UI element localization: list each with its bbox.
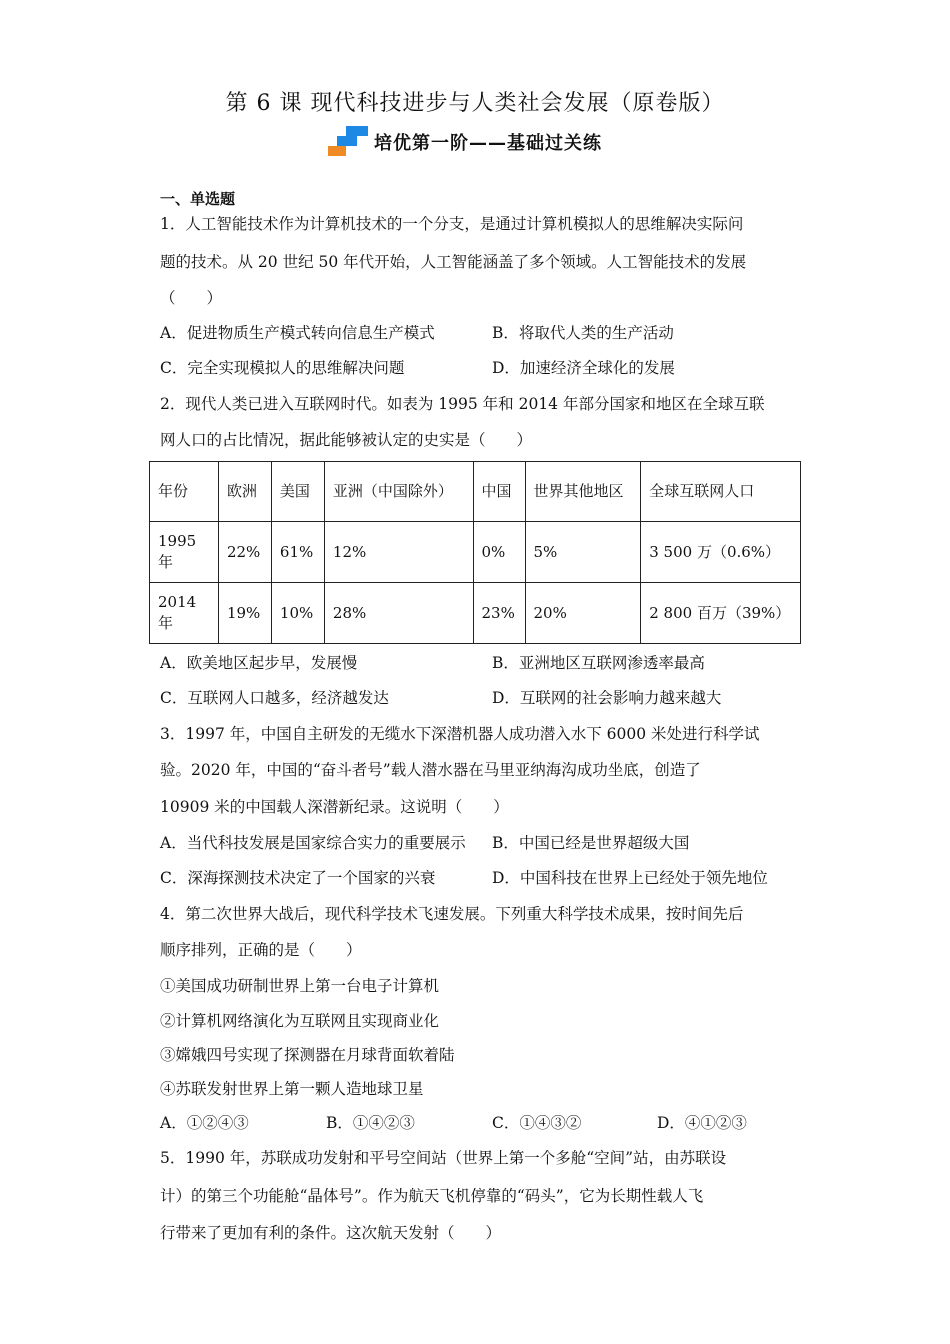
section-heading: 一、单选题 <box>160 190 236 208</box>
q3-option-d: D．中国科技在世界上已经处于领先地位 <box>492 869 768 887</box>
subtitle-bar <box>328 124 602 160</box>
q3-option-b: B．中国已经是世界超级大国 <box>492 834 690 852</box>
page-title: 第 6 课 现代科技进步与人类社会发展（原卷版） <box>225 91 725 116</box>
q2-option-c: C．互联网人口越多，经济越发达 <box>160 689 389 707</box>
table-cell: 28% <box>324 583 473 644</box>
q1-option-c: C．完全实现模拟人的思维解决问题 <box>160 359 405 377</box>
table-row <box>150 583 801 644</box>
table-header-cell: 欧洲 <box>218 462 271 522</box>
q5-line-2: 计）的第三个功能舱“晶体号”。作为航天飞机停靠的“码头”，它为长期性载人飞 <box>160 1187 704 1205</box>
q4-item-1: ①美国成功研制世界上第一台电子计算机 <box>160 977 440 995</box>
q4-line-2: 顺序排列，正确的是（ ） <box>160 941 362 959</box>
table-cell: 3 500 万（0.6%） <box>641 522 801 583</box>
q1-line-3: （ ） <box>160 289 223 307</box>
q1-option-d: D．加速经济全球化的发展 <box>492 359 675 377</box>
steps-logo-icon <box>328 126 370 158</box>
q3-line-2: 验。2020 年，中国的“奋斗者号”载人潜水器在马里亚纳海沟成功坐底，创造了 <box>160 761 701 779</box>
table-cell: 10% <box>271 583 324 644</box>
q4-line-1: 4．第二次世界大战后，现代科学技术飞速发展。下列重大科学技术成果，按时间先后 <box>160 905 744 923</box>
q1-option-a: A．促进物质生产模式转向信息生产模式 <box>160 324 435 342</box>
table-row <box>150 522 801 583</box>
table-cell: 23% <box>473 583 525 644</box>
q3-option-c: C．深海探测技术决定了一个国家的兴衰 <box>160 869 436 887</box>
q1-option-b: B．将取代人类的生产活动 <box>492 324 674 342</box>
q4-item-2: ②计算机网络演化为互联网且实现商业化 <box>160 1012 440 1030</box>
table-cell: 2 800 百万（39%） <box>641 583 801 644</box>
q2-line-2: 网人口的占比情况，据此能够被认定的史实是（ ） <box>160 431 533 449</box>
q3-option-a: A．当代科技发展是国家综合实力的重要展示 <box>160 834 466 852</box>
q4-option-b: B．①④②③ <box>326 1114 415 1132</box>
table-header-cell: 美国 <box>271 462 324 522</box>
table-cell: 22% <box>218 522 271 583</box>
table-header-cell: 年份 <box>150 462 219 522</box>
table-cell: 12% <box>324 522 473 583</box>
q3-line-3: 10909 米的中国载人深潜新纪录。这说明（ ） <box>160 798 509 816</box>
q4-option-d: D．④①②③ <box>657 1114 747 1132</box>
subtitle: 培优第一阶——基础过关练 <box>374 133 602 154</box>
table-header-cell: 世界其他地区 <box>525 462 641 522</box>
q5-line-1: 5．1990 年，苏联成功发射和平号空间站（世界上第一个多舱“空间”站，由苏联设 <box>160 1149 727 1167</box>
internet-population-table <box>149 461 801 644</box>
q4-option-a: A．①②④③ <box>160 1114 249 1132</box>
q2-option-d: D．互联网的社会影响力越来越大 <box>492 689 722 707</box>
table-cell: 5% <box>525 522 641 583</box>
table-cell: 1995 年 <box>150 522 219 583</box>
table-header-cell: 全球互联网人口 <box>641 462 801 522</box>
table-header-cell: 中国 <box>473 462 525 522</box>
q4-item-4: ④苏联发射世界上第一颗人造地球卫星 <box>160 1080 424 1098</box>
table-cell: 61% <box>271 522 324 583</box>
q1-line-1: 1．人工智能技术作为计算机技术的一个分支，是通过计算机模拟人的思维解决实际问 <box>160 215 744 233</box>
q2-option-a: A．欧美地区起步早，发展慢 <box>160 654 358 672</box>
table-cell: 19% <box>218 583 271 644</box>
q1-line-2: 题的技术。从 20 世纪 50 年代开始，人工智能涵盖了多个领域。人工智能技术的发展 <box>160 253 747 271</box>
table-header-row <box>150 462 801 522</box>
q3-line-1: 3．1997 年，中国自主研发的无缆水下深潜机器人成功潜入水下 6000 米处进行科学试 <box>160 725 760 743</box>
q4-item-3: ③嫦娥四号实现了探测器在月球背面软着陆 <box>160 1046 455 1064</box>
q4-option-c: C．①④③② <box>492 1114 582 1132</box>
q2-line-1: 2．现代人类已进入互联网时代。如表为 1995 年和 2014 年部分国家和地区在全球互联 <box>160 395 765 413</box>
table-cell: 0% <box>473 522 525 583</box>
table-cell: 2014 年 <box>150 583 219 644</box>
q2-option-b: B．亚洲地区互联网渗透率最高 <box>492 654 705 672</box>
q5-line-3: 行带来了更加有利的条件。这次航天发射（ ） <box>160 1224 502 1242</box>
table-cell: 20% <box>525 583 641 644</box>
table-header-cell: 亚洲（中国除外） <box>324 462 473 522</box>
